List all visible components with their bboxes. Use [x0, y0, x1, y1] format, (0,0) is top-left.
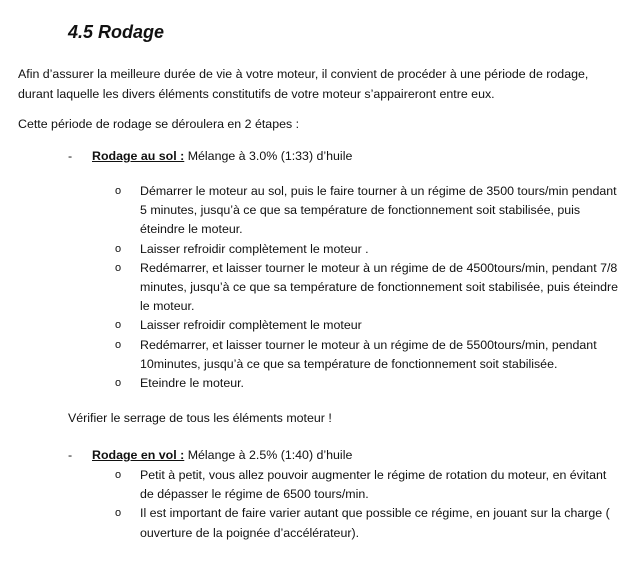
list-item — [115, 466, 610, 504]
list-item-line: 10minutes, jusqu’à ce que sa température de fonctionnement soit stabilisée. — [140, 356, 558, 371]
verify-note: Vérifier le serrage de tous les éléments moteur ! — [68, 411, 332, 425]
list-item-line: Laisser refroidir complètement le moteur — [140, 318, 362, 333]
section-detail: Mélange à 2.5% (1:40) d’huile — [184, 448, 353, 462]
list-item-line: de dépasser le régime de 6500 tours/min. — [140, 487, 369, 502]
list-item-line: Petit à petit, vous allez pouvoir augmenter le régime de rotation du moteur, en évitant — [140, 468, 607, 482]
list-item-line: minutes, jusqu’à ce que sa température de fonctionnement soit stabilisée, puis éteindre — [140, 280, 619, 295]
section-heading: 4.5 Rodage — [68, 22, 165, 42]
list-item-line: Démarrer le moteur au sol, puis le faire tourner à un régime de 3500 tours/min pendant — [140, 184, 617, 198]
list-item-line: Il est important de faire varier autant que possible ce régime, en jouant sur la charge ( — [140, 506, 610, 521]
flight-steps-list — [115, 466, 610, 543]
bullet-marker: o — [115, 469, 122, 481]
list-item — [115, 374, 618, 393]
bullet-marker: o — [115, 242, 122, 255]
section-title: Rodage en vol : — [92, 448, 185, 462]
section-title: Rodage au sol : — [92, 149, 185, 163]
section-ground-break-in — [68, 147, 352, 165]
list-item-line: éteindre le moteur. — [140, 222, 243, 237]
bullet-marker: o — [115, 507, 122, 520]
section-detail: Mélange à 3.0% (1:33) d’huile — [184, 149, 353, 163]
list-item — [115, 316, 618, 335]
bullet-marker: o — [115, 377, 122, 390]
list-item-line: Redémarrer, et laisser tourner le moteur à un régime de de 4500tours/min, pendant 7/8 — [140, 260, 618, 275]
list-item — [115, 336, 618, 374]
list-item-line: ouverture de la poignée d’accélérateur). — [140, 525, 360, 540]
intro-line: Afin d’assurer la meilleure durée de vie à votre moteur, il convient de procéder à une période de rodage, — [18, 67, 589, 81]
dash-marker: - — [68, 448, 73, 462]
list-item — [115, 504, 610, 542]
list-item-line: Redémarrer, et laisser tourner le moteur à un régime de de 5500tours/min, pendant — [140, 337, 597, 352]
ground-steps-list — [115, 182, 618, 393]
list-item — [115, 182, 618, 240]
section-flight-break-in — [68, 446, 352, 464]
list-item — [115, 259, 618, 317]
bullet-marker: o — [115, 261, 122, 274]
list-item-line: 5 minutes, jusqu’à ce que sa température de fonctionnement soit stabilisée, puis — [140, 203, 581, 218]
intro-paragraph — [18, 64, 588, 104]
intro-line: durant laquelle les divers éléments constitutifs de votre moteur s’appaireront entre eux. — [18, 87, 495, 101]
steps-intro: Cette période de rodage se déroulera en 2 étapes : — [18, 117, 300, 131]
bullet-marker: o — [115, 185, 122, 197]
list-item-line: Laisser refroidir complètement le moteur . — [140, 241, 369, 256]
bullet-marker: o — [115, 338, 122, 351]
list-item-line: Eteindre le moteur. — [140, 376, 245, 391]
list-item-line: le moteur. — [140, 299, 195, 314]
list-item — [115, 240, 618, 259]
bullet-marker: o — [115, 319, 122, 332]
dash-marker: - — [68, 149, 73, 163]
